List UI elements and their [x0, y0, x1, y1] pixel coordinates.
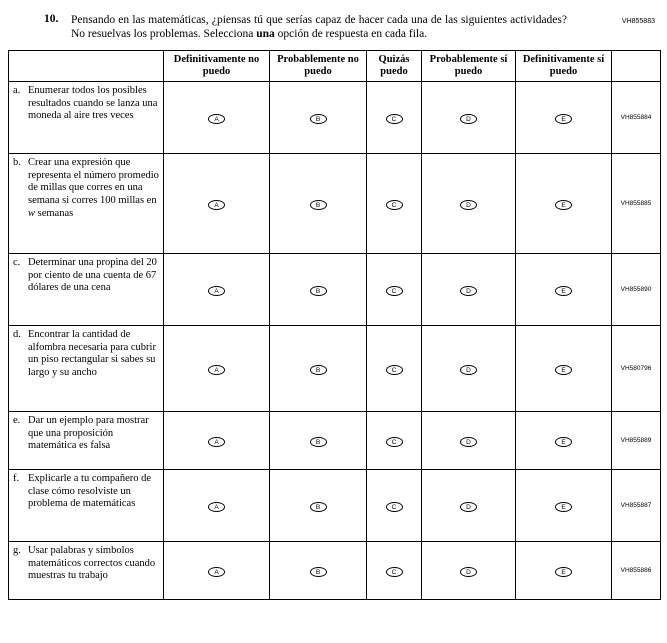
answer-bubble[interactable]: A	[208, 200, 225, 210]
row-text: Crear una expresión que representa el número promedio de millas que corres en una semana si corres 100 millas en w semanas	[28, 156, 159, 220]
row-text: Dar un ejemplo para mostrar que una proposición matemática es falsa	[28, 414, 149, 452]
answer-cell	[270, 81, 367, 153]
answer-cell	[367, 325, 422, 411]
answer-cell	[367, 81, 422, 153]
answer-bubble[interactable]: E	[555, 286, 572, 296]
answer-cell	[367, 411, 422, 469]
header-empty-left	[9, 50, 164, 81]
row-letter: f.	[13, 472, 20, 484]
header-empty-right	[612, 50, 661, 81]
table-row	[9, 411, 661, 469]
answer-cell	[270, 153, 367, 253]
question-text	[71, 13, 567, 42]
answer-cell	[516, 411, 612, 469]
answer-cell	[516, 325, 612, 411]
answer-cell	[164, 81, 270, 153]
row-label-cell	[9, 411, 164, 469]
answer-cell	[422, 253, 516, 325]
answer-bubble[interactable]: E	[555, 365, 572, 375]
row-label-cell	[9, 469, 164, 541]
row-letter: e.	[13, 414, 21, 426]
answer-cell	[367, 541, 422, 599]
answer-cell	[516, 153, 612, 253]
answer-cell	[164, 153, 270, 253]
answer-cell	[270, 253, 367, 325]
question-text-bold: una	[256, 28, 275, 41]
row-letter: g.	[13, 544, 21, 556]
answer-bubble[interactable]: B	[310, 502, 327, 512]
answer-cell	[516, 541, 612, 599]
row-code: VH855884	[612, 81, 661, 153]
answer-bubble[interactable]: E	[555, 200, 572, 210]
answer-bubble[interactable]: C	[386, 286, 403, 296]
row-label-cell	[9, 541, 164, 599]
response-table	[8, 50, 661, 600]
row-code: VH855890	[612, 253, 661, 325]
table-row	[9, 153, 661, 253]
answer-bubble[interactable]: E	[555, 437, 572, 447]
row-text: Enumerar todos los posibles resultados cuando se lanza una moneda al aire tres veces	[28, 84, 158, 122]
answer-cell	[367, 253, 422, 325]
answer-bubble[interactable]: A	[208, 567, 225, 577]
question-text-post: opción de respuesta en cada fila.	[274, 28, 428, 41]
answer-bubble[interactable]: C	[386, 437, 403, 447]
answer-cell	[422, 325, 516, 411]
table-row	[9, 253, 661, 325]
answer-bubble[interactable]: D	[460, 567, 477, 577]
answer-cell	[270, 325, 367, 411]
row-label-cell	[9, 253, 164, 325]
question-block	[44, 13, 567, 42]
row-code: VH855889	[612, 411, 661, 469]
answer-bubble[interactable]: A	[208, 365, 225, 375]
row-label-cell	[9, 153, 164, 253]
answer-bubble[interactable]: D	[460, 437, 477, 447]
table-row	[9, 541, 661, 599]
answer-bubble[interactable]: B	[310, 437, 327, 447]
row-code: VH580796	[612, 325, 661, 411]
answer-cell	[422, 81, 516, 153]
answer-cell	[516, 253, 612, 325]
answer-bubble[interactable]: C	[386, 502, 403, 512]
answer-cell	[367, 153, 422, 253]
answer-cell	[164, 469, 270, 541]
answer-cell	[164, 253, 270, 325]
answer-bubble[interactable]: C	[386, 114, 403, 124]
row-text: Determinar una propina del 20 por ciento de una cuenta de 67 dólares de una cena	[28, 256, 157, 294]
table-row	[9, 469, 661, 541]
row-letter: b.	[13, 156, 21, 168]
answer-bubble[interactable]: A	[208, 437, 225, 447]
answer-bubble[interactable]: A	[208, 114, 225, 124]
answer-cell	[422, 411, 516, 469]
answer-bubble[interactable]: C	[386, 567, 403, 577]
table-row	[9, 81, 661, 153]
answer-cell	[270, 411, 367, 469]
answer-bubble[interactable]: C	[386, 200, 403, 210]
answer-bubble[interactable]: B	[310, 365, 327, 375]
answer-bubble[interactable]: B	[310, 200, 327, 210]
answer-bubble[interactable]: A	[208, 286, 225, 296]
answer-cell	[422, 153, 516, 253]
answer-bubble[interactable]: E	[555, 567, 572, 577]
answer-cell	[270, 541, 367, 599]
answer-bubble[interactable]: D	[460, 502, 477, 512]
answer-bubble[interactable]: D	[460, 200, 477, 210]
answer-cell	[422, 469, 516, 541]
form-code: VH855883	[621, 18, 655, 25]
column-header: Probablemente no puedo	[270, 50, 367, 81]
row-text: Explicarle a tu compañero de clase cómo resolviste un problema de matemáticas	[28, 472, 152, 510]
answer-cell	[367, 469, 422, 541]
column-header: Definitivamente no puedo	[164, 50, 270, 81]
answer-cell	[516, 469, 612, 541]
answer-bubble[interactable]: D	[460, 114, 477, 124]
answer-bubble[interactable]: B	[310, 567, 327, 577]
table-body	[9, 81, 661, 599]
row-code: VH855885	[612, 153, 661, 253]
answer-bubble[interactable]: A	[208, 502, 225, 512]
answer-bubble[interactable]: E	[555, 114, 572, 124]
row-letter: c.	[13, 256, 21, 268]
column-header: Definitivamente sí puedo	[516, 50, 612, 81]
answer-bubble[interactable]: D	[460, 286, 477, 296]
answer-cell	[516, 81, 612, 153]
answer-cell	[422, 541, 516, 599]
answer-bubble[interactable]: C	[386, 365, 403, 375]
answer-bubble[interactable]: D	[460, 365, 477, 375]
answer-cell	[164, 325, 270, 411]
row-code: VH855887	[612, 469, 661, 541]
column-header: Quizás puedo	[367, 50, 422, 81]
row-label-cell	[9, 81, 164, 153]
question-number: 10.	[44, 13, 59, 25]
row-code: VH855886	[612, 541, 661, 599]
row-label-cell	[9, 325, 164, 411]
answer-cell	[164, 541, 270, 599]
row-text: Usar palabras y símbolos matemáticos correctos cuando muestras tu trabajo	[28, 544, 156, 582]
row-text: Encontrar la cantidad de alfombra necesaria para cubrir un piso rectangular si sabes su largo y su ancho	[28, 328, 156, 379]
answer-bubble[interactable]: B	[310, 286, 327, 296]
answer-bubble[interactable]: B	[310, 114, 327, 124]
column-header: Probablemente sí puedo	[422, 50, 516, 81]
answer-cell	[270, 469, 367, 541]
answer-cell	[164, 411, 270, 469]
question-text-pre: Pensando en las matemáticas, ¿piensas tú que serías capaz de hacer cada una de las siguientes actividades? No resuelvas los problemas. Selecciona	[71, 14, 567, 41]
row-letter: a.	[13, 84, 21, 96]
table-row	[9, 325, 661, 411]
header-row	[9, 50, 661, 81]
answer-bubble[interactable]: E	[555, 502, 572, 512]
row-letter: d.	[13, 328, 21, 340]
